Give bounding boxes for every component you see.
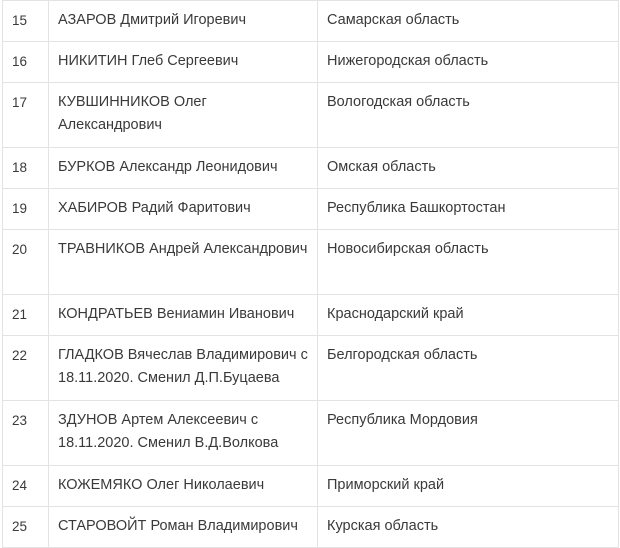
- region-name: Самарская область: [318, 1, 619, 42]
- region-name: Республика Башкортостан: [318, 189, 619, 230]
- row-number: 18: [3, 148, 49, 189]
- region-name: Вологодская область: [318, 83, 619, 148]
- governor-name: ТРАВНИКОВ Андрей Александрович: [49, 230, 318, 295]
- row-number: 24: [3, 466, 49, 507]
- governor-name: ГЛАДКОВ Вячеслав Владимирович с 18.11.2020. Сменил Д.П.Буцаева: [49, 336, 318, 401]
- table-row: [3, 230, 619, 295]
- governor-name: БУРКОВ Александр Леонидович: [49, 148, 318, 189]
- governor-name: ЗДУНОВ Артем Алексеевич с 18.11.2020. Сменил В.Д.Волкова: [49, 401, 318, 466]
- table-row: [3, 401, 619, 466]
- row-number: 16: [3, 42, 49, 83]
- table-row: [3, 148, 619, 189]
- region-name: Новосибирская область: [318, 230, 619, 295]
- region-name: Нижегородская область: [318, 42, 619, 83]
- row-number: 17: [3, 83, 49, 148]
- region-name: Курская область: [318, 507, 619, 548]
- governor-name: НИКИТИН Глеб Сергеевич: [49, 42, 318, 83]
- governor-name: КОНДРАТЬЕВ Вениамин Иванович: [49, 295, 318, 336]
- table-row: [3, 336, 619, 401]
- governors-table: [2, 0, 619, 548]
- row-number: 22: [3, 336, 49, 401]
- row-number: 23: [3, 401, 49, 466]
- table-row: [3, 1, 619, 42]
- region-name: Краснодарский край: [318, 295, 619, 336]
- table-row: [3, 189, 619, 230]
- table-row: [3, 83, 619, 148]
- governor-name: АЗАРОВ Дмитрий Игоревич: [49, 1, 318, 42]
- governor-name: ХАБИРОВ Радий Фаритович: [49, 189, 318, 230]
- governor-name: КУВШИННИКОВ Олег Александрович: [49, 83, 318, 148]
- table-row: [3, 466, 619, 507]
- region-name: Омская область: [318, 148, 619, 189]
- table-row: [3, 42, 619, 83]
- table-body: [3, 1, 619, 548]
- row-number: 19: [3, 189, 49, 230]
- governor-name: СТАРОВОЙТ Роман Владимирович: [49, 507, 318, 548]
- row-number: 25: [3, 507, 49, 548]
- row-number: 20: [3, 230, 49, 295]
- region-name: Республика Мордовия: [318, 401, 619, 466]
- region-name: Белгородская область: [318, 336, 619, 401]
- governor-name: КОЖЕМЯКО Олег Николаевич: [49, 466, 318, 507]
- table-row: [3, 507, 619, 548]
- table-row: [3, 295, 619, 336]
- row-number: 21: [3, 295, 49, 336]
- row-number: 15: [3, 1, 49, 42]
- region-name: Приморский край: [318, 466, 619, 507]
